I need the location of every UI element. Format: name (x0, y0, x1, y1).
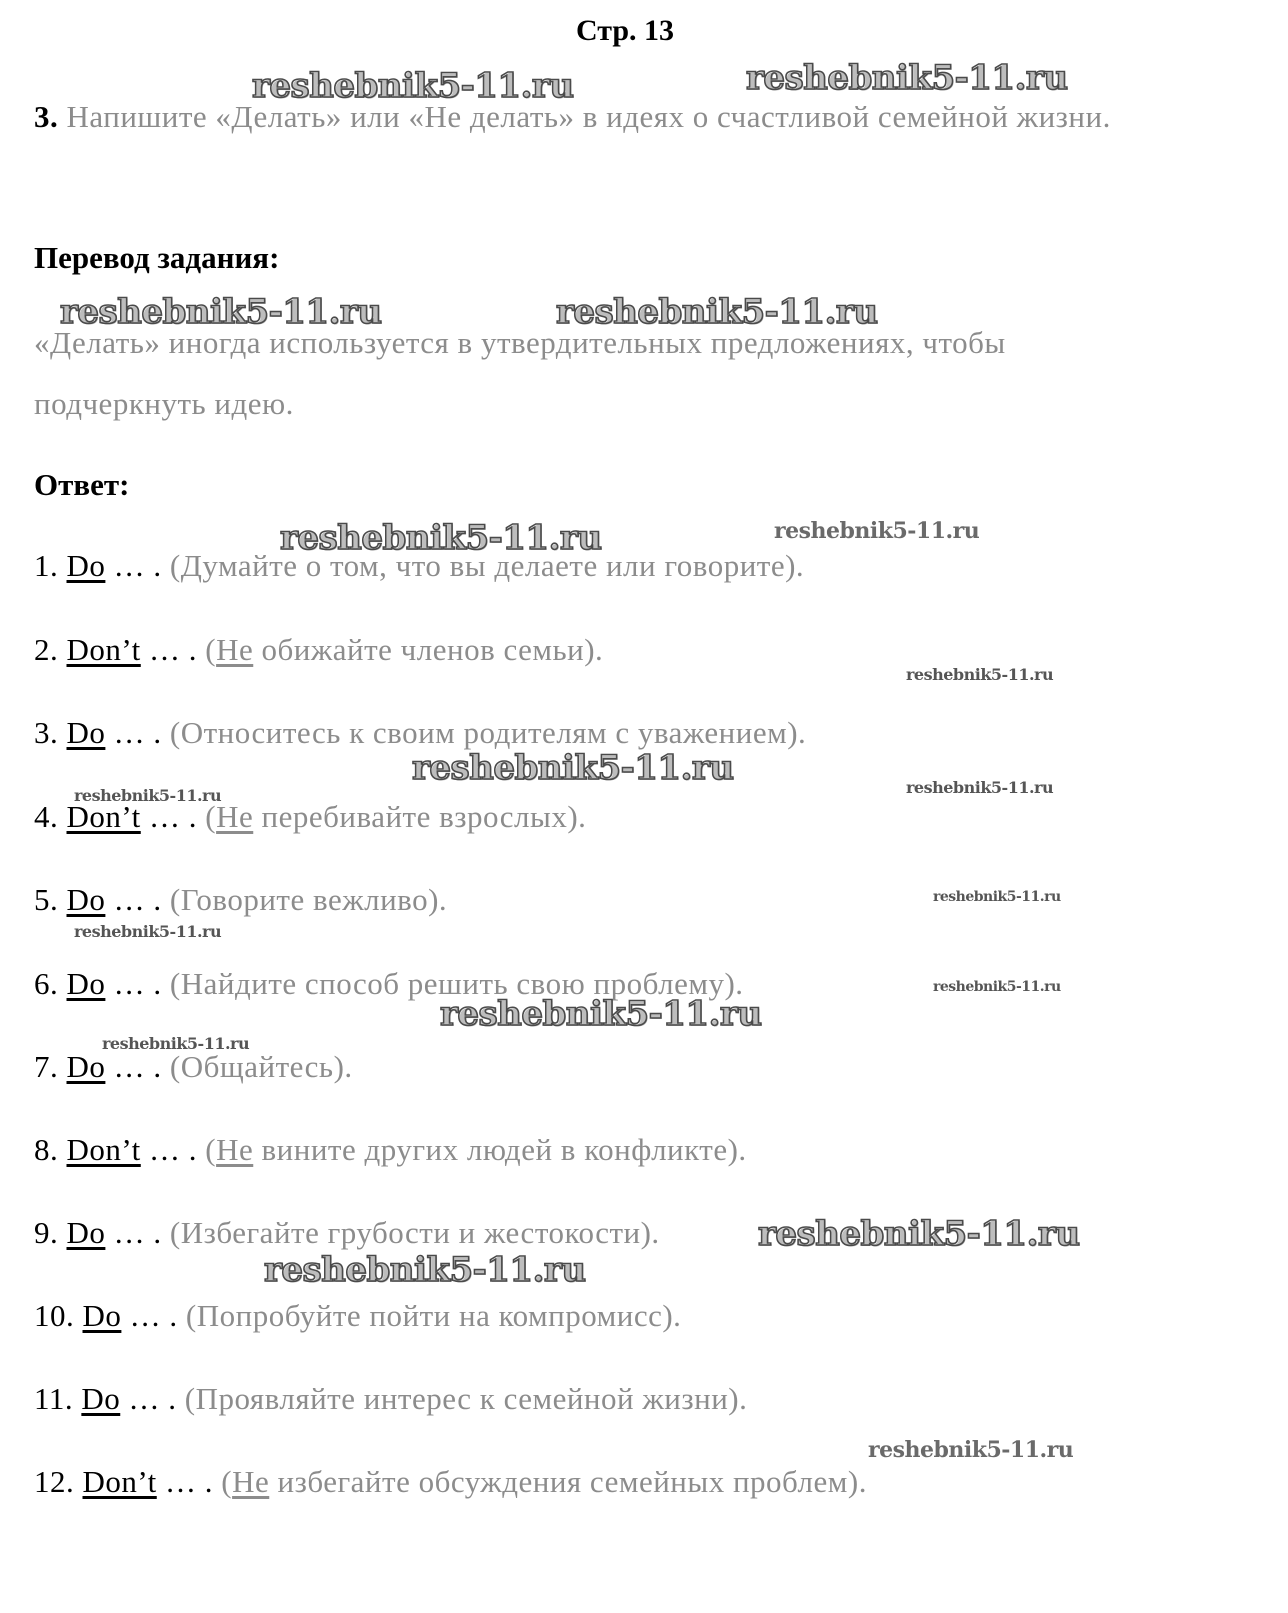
answer-item (34, 966, 744, 1002)
task-statement (34, 86, 1164, 147)
answer-translation: (Относитесь к своим родителям с уважением). (169, 715, 807, 750)
answer-number: 5. (34, 882, 59, 917)
answer-translation: обижайте членов семьи). (253, 632, 604, 667)
watermark: reshebnik5-11.ru (264, 1250, 586, 1290)
answer-translation: (Общайтесь). (169, 1049, 353, 1084)
watermark: reshebnik5-11.ru (933, 889, 1061, 905)
answer-keyword: Do (66, 1215, 106, 1250)
answer-translation: (Попробуйте пойти на компромисс). (185, 1298, 682, 1333)
answer-keyword: Don’t (82, 1464, 157, 1499)
answer-keyword: Do (66, 548, 106, 583)
watermark: reshebnik5-11.ru (60, 292, 382, 332)
answer-number: 7. (34, 1049, 59, 1084)
answer-ellipsis: … . (165, 1464, 214, 1499)
answer-ne: Не (232, 1464, 270, 1499)
watermark: reshebnik5-11.ru (933, 979, 1061, 995)
answer-translation: (Думайте о том, что вы делаете или говорите). (169, 548, 805, 583)
answer-ellipsis: … . (113, 1215, 162, 1250)
answer-item (34, 548, 804, 584)
watermark: reshebnik5-11.ru (74, 786, 222, 805)
watermark: reshebnik5-11.ru (746, 58, 1068, 98)
watermark: reshebnik5-11.ru (74, 922, 222, 941)
translation-text: «Делать» иногда используется в утвердительных предложениях, чтобы подчеркнуть идею. (34, 325, 1006, 421)
answer-item (34, 1381, 747, 1417)
answer-ellipsis: … . (129, 1298, 178, 1333)
answer-keyword: Do (82, 1298, 122, 1333)
watermark: reshebnik5-11.ru (906, 665, 1054, 684)
answer-ellipsis: … . (149, 1132, 198, 1167)
answer-item: 2. Don’t … . (Не обижайте членов семьи). (34, 632, 604, 667)
answer-ellipsis: … . (113, 966, 162, 1001)
watermark: reshebnik5-11.ru (440, 994, 762, 1034)
answer-number: 3. (34, 715, 59, 750)
answer-ellipsis: … . (113, 882, 162, 917)
answer-number: 8. (34, 1132, 59, 1167)
answer-number: 4. (34, 799, 59, 834)
answer-ellipsis: … . (149, 632, 198, 667)
answer-ellipsis: … . (149, 799, 198, 834)
answer-translation: (Избегайте грубости и жестокости). (169, 1215, 660, 1250)
answer-number: 10. (34, 1298, 75, 1333)
answer-keyword: Don’t (66, 799, 141, 834)
answer-keyword: Don’t (66, 1132, 141, 1167)
answer-ellipsis: … . (113, 715, 162, 750)
answer-item: 8. Don’t … . (Не вините других людей в конфликте). (34, 1132, 747, 1167)
answer-ne: Не (216, 1132, 254, 1167)
answer-number: 1. (34, 548, 59, 583)
answer-keyword: Do (66, 715, 106, 750)
answer-translation: вините других людей в конфликте). (253, 1132, 747, 1167)
watermark: reshebnik5-11.ru (868, 1437, 1074, 1463)
answer-keyword: Do (66, 966, 106, 1001)
watermark: reshebnik5-11.ru (906, 778, 1054, 797)
translation-heading: Перевод задания: (34, 240, 280, 275)
answer-ne: Не (216, 632, 254, 667)
answer-translation: избегайте обсуждения семейных проблем). (269, 1464, 867, 1499)
answer-item: 12. Don’t … . (Не избегайте обсуждения семейных проблем). (34, 1464, 867, 1499)
answer-translation: (Найдите способ решить свою проблему). (169, 966, 744, 1001)
answer-translation: (Проявляйте интерес к семейной жизни). (184, 1381, 748, 1416)
answer-heading: Ответ: (34, 467, 130, 502)
watermark: reshebnik5-11.ru (252, 66, 574, 106)
answer-item (34, 715, 806, 751)
watermark: reshebnik5-11.ru (412, 748, 734, 788)
watermark: reshebnik5-11.ru (556, 292, 878, 332)
answer-item (34, 1049, 353, 1085)
watermark: reshebnik5-11.ru (102, 1034, 250, 1053)
answer-number: 6. (34, 966, 59, 1001)
watermark: reshebnik5-11.ru (758, 1214, 1080, 1254)
answer-number: 11. (34, 1381, 74, 1416)
answer-number: 12. (34, 1464, 75, 1499)
answer-ne: Не (216, 799, 254, 834)
answer-item (34, 1215, 660, 1251)
answer-keyword: Do (81, 1381, 121, 1416)
answer-number: 9. (34, 1215, 59, 1250)
answer-translation: (Говорите вежливо). (169, 882, 448, 917)
answer-ellipsis: … . (113, 1049, 162, 1084)
answer-ellipsis: … . (128, 1381, 177, 1416)
task-text: Напишите «Делать» или «Не делать» в идеях о счастливой семейной жизни. (66, 99, 1111, 134)
answer-number: 2. (34, 632, 59, 667)
answer-keyword: Do (66, 882, 106, 917)
answer-ellipsis: … . (113, 548, 162, 583)
watermark: reshebnik5-11.ru (774, 518, 980, 544)
answer-item (34, 1298, 681, 1334)
task-number: 3. (34, 99, 59, 134)
answer-item: 4. Don’t … . (Не перебивайте взрослых). (34, 799, 587, 834)
page-title: Стр. 13 (575, 14, 675, 47)
answer-translation: перебивайте взрослых). (253, 799, 587, 834)
answer-keyword: Don’t (66, 632, 141, 667)
answer-keyword: Do (66, 1049, 106, 1084)
answer-item (34, 882, 447, 918)
watermark: reshebnik5-11.ru (280, 518, 602, 558)
